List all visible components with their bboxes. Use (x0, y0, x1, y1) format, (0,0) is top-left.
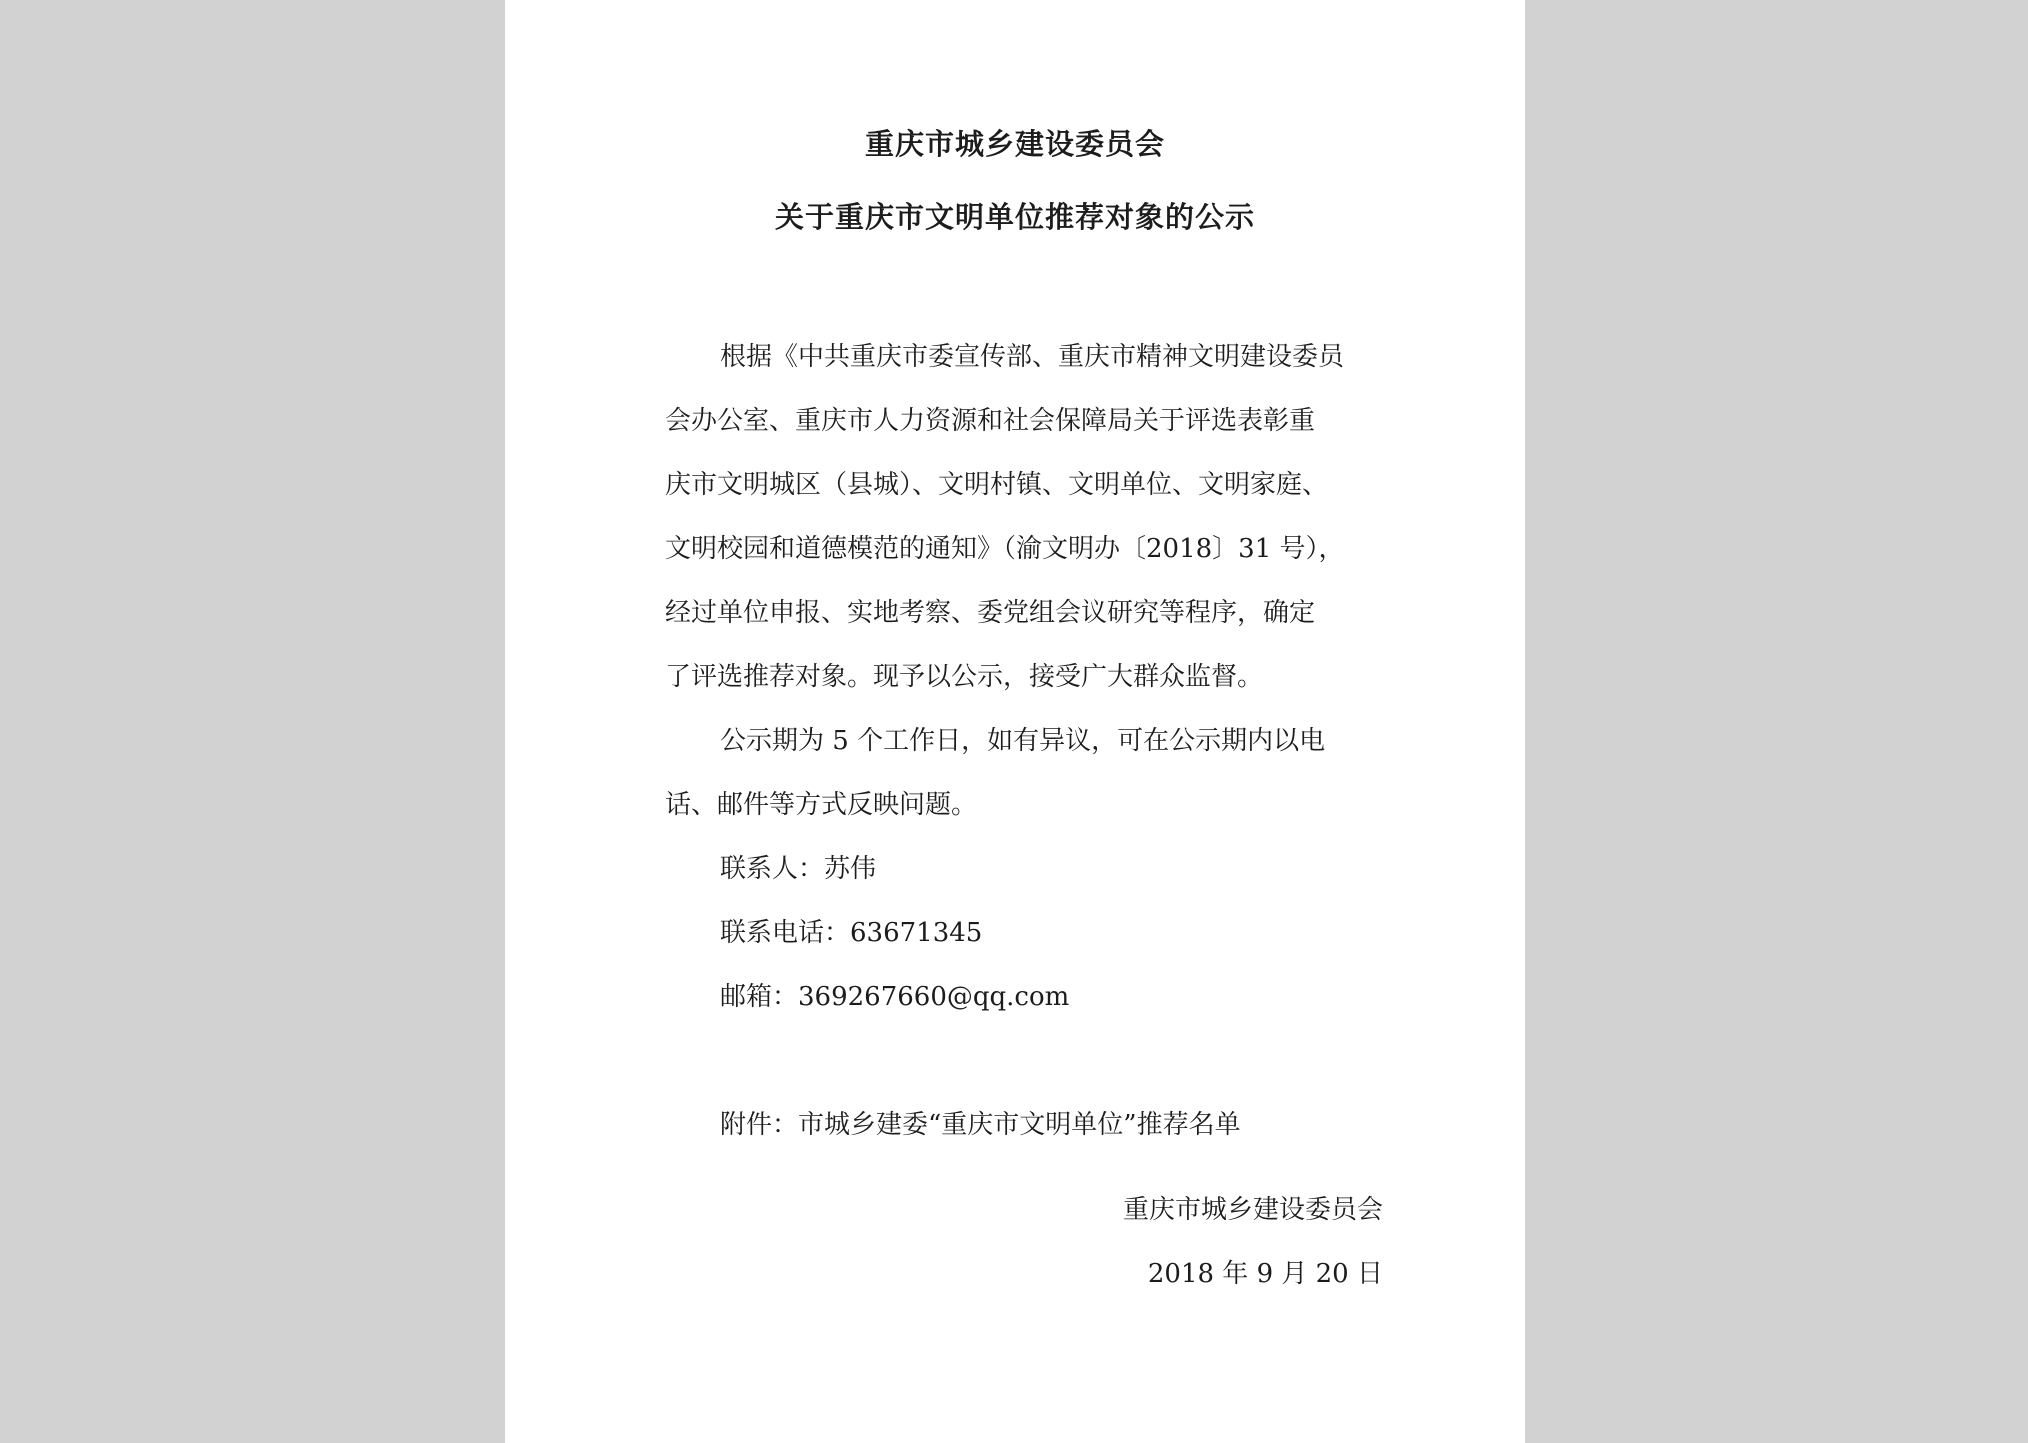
body-line: 会办公室、重庆市人力资源和社会保障局关于评选表彰重 (665, 406, 1316, 436)
body-line: 话、邮件等方式反映问题。 (665, 790, 978, 820)
body-line: 经过单位申报、实地考察、委党组会议研究等程序，确定 (665, 598, 1316, 628)
body-line: 根据《中共重庆市委宣传部、重庆市精神文明建设委员 (720, 342, 1345, 372)
document-title-org: 重庆市城乡建设委员会 (864, 127, 1165, 161)
body-line: 公示期为 5 个工作日，如有异议，可在公示期内以电 (720, 726, 1326, 756)
document-title-subject: 关于重庆市文明单位推荐对象的公示 (774, 200, 1255, 234)
signature-org: 重庆市城乡建设委员会 (1122, 1195, 1383, 1225)
document-page (505, 0, 1525, 1443)
body-line: 庆市文明城区（县城）、文明村镇、文明单位、文明家庭、 (665, 470, 1329, 500)
body-line: 了评选推荐对象。现予以公示，接受广大群众监督。 (665, 662, 1264, 692)
contact-person: 联系人：苏伟 (720, 854, 877, 884)
attachment-note: 附件：市城乡建委“重庆市文明单位”推荐名单 (720, 1110, 1241, 1140)
contact-email: 邮箱：369267660@qq.com (720, 982, 1070, 1012)
body-line: 文明校园和道德模范的通知》（渝文明办〔2018〕31 号）， (665, 534, 1345, 564)
signature-date: 2018 年 9 月 20 日 (1147, 1259, 1383, 1289)
contact-phone: 联系电话：63671345 (720, 918, 983, 948)
